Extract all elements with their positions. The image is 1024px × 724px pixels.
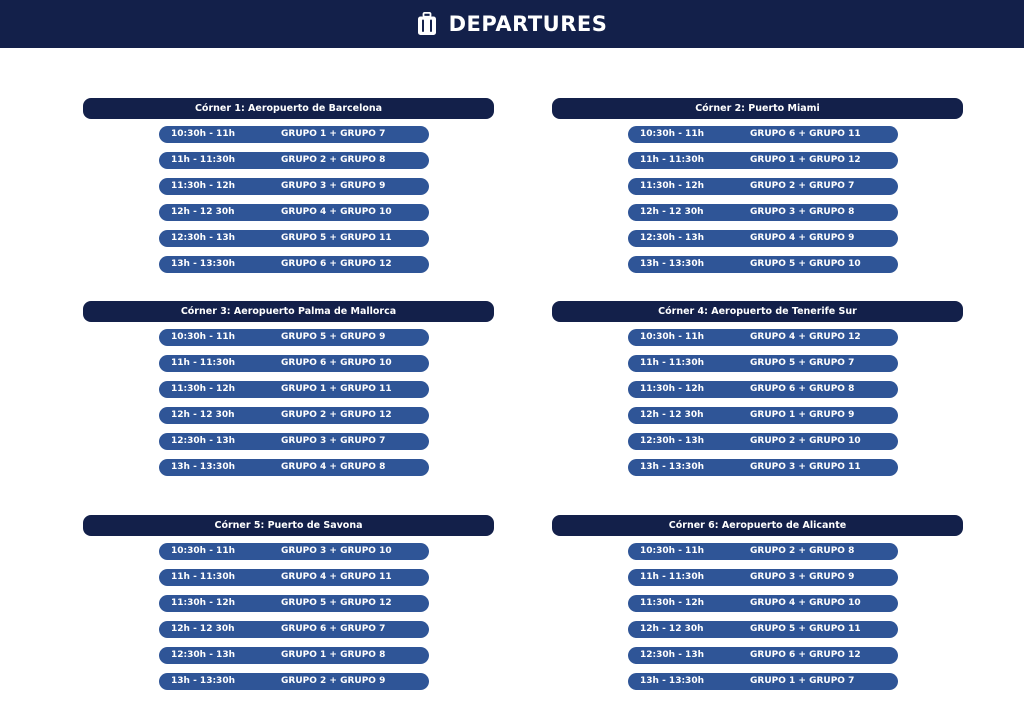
slot-time: 10:30h - 11h — [171, 332, 235, 342]
slot-row — [628, 673, 898, 690]
slot-time: 12:30h - 13h — [171, 650, 235, 660]
slot-row — [159, 647, 429, 664]
slot-groups: GRUPO 6 + GRUPO 11 — [750, 129, 861, 139]
slot-time: 11:30h - 12h — [171, 384, 235, 394]
slot-row — [628, 569, 898, 586]
slot-groups: GRUPO 3 + GRUPO 9 — [281, 181, 386, 191]
slot-time: 13h - 13:30h — [640, 462, 704, 472]
header-title-group — [417, 12, 608, 36]
slot-row — [159, 673, 429, 690]
corner-6 — [552, 515, 963, 699]
slot-groups: GRUPO 1 + GRUPO 12 — [750, 155, 861, 165]
slot-row — [628, 204, 898, 221]
slot-row — [159, 230, 429, 247]
slot-row — [159, 204, 429, 221]
slot-time: 12h - 12 30h — [171, 410, 235, 420]
slot-row — [159, 407, 429, 424]
slot-groups: GRUPO 4 + GRUPO 9 — [750, 233, 855, 243]
slot-time: 11h - 11:30h — [640, 155, 704, 165]
slot-row — [159, 459, 429, 476]
slot-groups: GRUPO 1 + GRUPO 9 — [750, 410, 855, 420]
slot-time: 13h - 13:30h — [171, 676, 235, 686]
slot-row — [159, 329, 429, 346]
slot-time: 11h - 11:30h — [640, 572, 704, 582]
slot-groups: GRUPO 4 + GRUPO 10 — [281, 207, 392, 217]
slot-time: 13h - 13:30h — [640, 259, 704, 269]
slot-row — [628, 256, 898, 273]
slot-groups: GRUPO 4 + GRUPO 8 — [281, 462, 386, 472]
slot-groups: GRUPO 4 + GRUPO 11 — [281, 572, 392, 582]
slot-time: 11:30h - 12h — [640, 598, 704, 608]
slot-time: 12h - 12 30h — [171, 207, 235, 217]
slot-groups: GRUPO 5 + GRUPO 11 — [281, 233, 392, 243]
slot-row — [628, 433, 898, 450]
slot-time: 13h - 13:30h — [640, 676, 704, 686]
slot-time: 10:30h - 11h — [640, 332, 704, 342]
slot-groups: GRUPO 2 + GRUPO 8 — [281, 155, 386, 165]
corner-4 — [552, 301, 963, 485]
slot-row — [628, 230, 898, 247]
slot-time: 12:30h - 13h — [171, 436, 235, 446]
slot-groups: GRUPO 4 + GRUPO 12 — [750, 332, 861, 342]
slot-time: 12:30h - 13h — [640, 436, 704, 446]
slot-row — [628, 329, 898, 346]
slot-list — [83, 543, 494, 690]
slot-row — [159, 355, 429, 372]
slot-groups: GRUPO 2 + GRUPO 9 — [281, 676, 386, 686]
slot-row — [628, 126, 898, 143]
slot-time: 12h - 12 30h — [640, 207, 704, 217]
slot-groups: GRUPO 2 + GRUPO 10 — [750, 436, 861, 446]
slot-groups: GRUPO 6 + GRUPO 8 — [750, 384, 855, 394]
slot-groups: GRUPO 1 + GRUPO 7 — [750, 676, 855, 686]
slot-groups: GRUPO 5 + GRUPO 10 — [750, 259, 861, 269]
slot-row — [159, 126, 429, 143]
slot-groups: GRUPO 1 + GRUPO 11 — [281, 384, 392, 394]
slot-groups: GRUPO 4 + GRUPO 10 — [750, 598, 861, 608]
slot-time: 11:30h - 12h — [171, 181, 235, 191]
slot-row — [628, 647, 898, 664]
slot-row — [628, 459, 898, 476]
slot-time: 12h - 12 30h — [640, 624, 704, 634]
slot-time: 11h - 11:30h — [640, 358, 704, 368]
slot-groups: GRUPO 3 + GRUPO 10 — [281, 546, 392, 556]
slot-time: 12:30h - 13h — [640, 650, 704, 660]
slot-row — [159, 543, 429, 560]
slot-groups: GRUPO 1 + GRUPO 8 — [281, 650, 386, 660]
slot-groups: GRUPO 5 + GRUPO 9 — [281, 332, 386, 342]
slot-time: 12h - 12 30h — [640, 410, 704, 420]
slot-list — [83, 126, 494, 273]
slot-groups: GRUPO 3 + GRUPO 11 — [750, 462, 861, 472]
slot-time: 11h - 11:30h — [171, 572, 235, 582]
slot-groups: GRUPO 5 + GRUPO 12 — [281, 598, 392, 608]
page-header — [0, 0, 1024, 48]
slot-time: 11:30h - 12h — [640, 384, 704, 394]
corner-2 — [552, 98, 963, 282]
slot-row — [159, 569, 429, 586]
corner-title: Córner 6: Aeropuerto de Alicante — [552, 515, 963, 536]
corner-3 — [83, 301, 494, 485]
corner-title: Córner 3: Aeropuerto Palma de Mallorca — [83, 301, 494, 322]
slot-groups: GRUPO 3 + GRUPO 7 — [281, 436, 386, 446]
slot-groups: GRUPO 2 + GRUPO 7 — [750, 181, 855, 191]
slot-row — [159, 152, 429, 169]
slot-row — [628, 407, 898, 424]
slot-row — [628, 543, 898, 560]
corner-5 — [83, 515, 494, 699]
slot-groups: GRUPO 5 + GRUPO 7 — [750, 358, 855, 368]
slot-time: 10:30h - 11h — [171, 129, 235, 139]
corner-title: Córner 1: Aeropuerto de Barcelona — [83, 98, 494, 119]
slot-row — [159, 595, 429, 612]
slot-row — [628, 621, 898, 638]
slot-list — [552, 329, 963, 476]
slot-list — [552, 543, 963, 690]
slot-groups: GRUPO 6 + GRUPO 7 — [281, 624, 386, 634]
slot-time: 11:30h - 12h — [171, 598, 235, 608]
corner-title: Córner 2: Puerto Miami — [552, 98, 963, 119]
slot-row — [159, 433, 429, 450]
slot-row — [159, 256, 429, 273]
slot-row — [159, 381, 429, 398]
slot-time: 13h - 13:30h — [171, 462, 235, 472]
slot-row — [628, 152, 898, 169]
slot-time: 11:30h - 12h — [640, 181, 704, 191]
slot-time: 10:30h - 11h — [640, 546, 704, 556]
slot-row — [159, 621, 429, 638]
slot-groups: GRUPO 3 + GRUPO 9 — [750, 572, 855, 582]
slot-time: 13h - 13:30h — [171, 259, 235, 269]
slot-row — [159, 178, 429, 195]
corner-1 — [83, 98, 494, 282]
slot-groups: GRUPO 2 + GRUPO 8 — [750, 546, 855, 556]
slot-time: 12:30h - 13h — [171, 233, 235, 243]
corner-title: Córner 4: Aeropuerto de Tenerife Sur — [552, 301, 963, 322]
slot-time: 11h - 11:30h — [171, 358, 235, 368]
slot-groups: GRUPO 2 + GRUPO 12 — [281, 410, 392, 420]
slot-time: 12:30h - 13h — [640, 233, 704, 243]
slot-list — [83, 329, 494, 476]
slot-time: 11h - 11:30h — [171, 155, 235, 165]
slot-groups: GRUPO 1 + GRUPO 7 — [281, 129, 386, 139]
slot-row — [628, 355, 898, 372]
slot-groups: GRUPO 5 + GRUPO 11 — [750, 624, 861, 634]
corner-title: Córner 5: Puerto de Savona — [83, 515, 494, 536]
slot-groups: GRUPO 6 + GRUPO 12 — [750, 650, 861, 660]
luggage-icon — [417, 12, 437, 36]
page-title: DEPARTURES — [448, 12, 608, 36]
slot-row — [628, 178, 898, 195]
slot-groups: GRUPO 3 + GRUPO 8 — [750, 207, 855, 217]
slot-row — [628, 595, 898, 612]
slot-row — [628, 381, 898, 398]
slot-time: 10:30h - 11h — [640, 129, 704, 139]
slot-time: 12h - 12 30h — [171, 624, 235, 634]
slot-groups: GRUPO 6 + GRUPO 10 — [281, 358, 392, 368]
slot-list — [552, 126, 963, 273]
slot-groups: GRUPO 6 + GRUPO 12 — [281, 259, 392, 269]
slot-time: 10:30h - 11h — [171, 546, 235, 556]
